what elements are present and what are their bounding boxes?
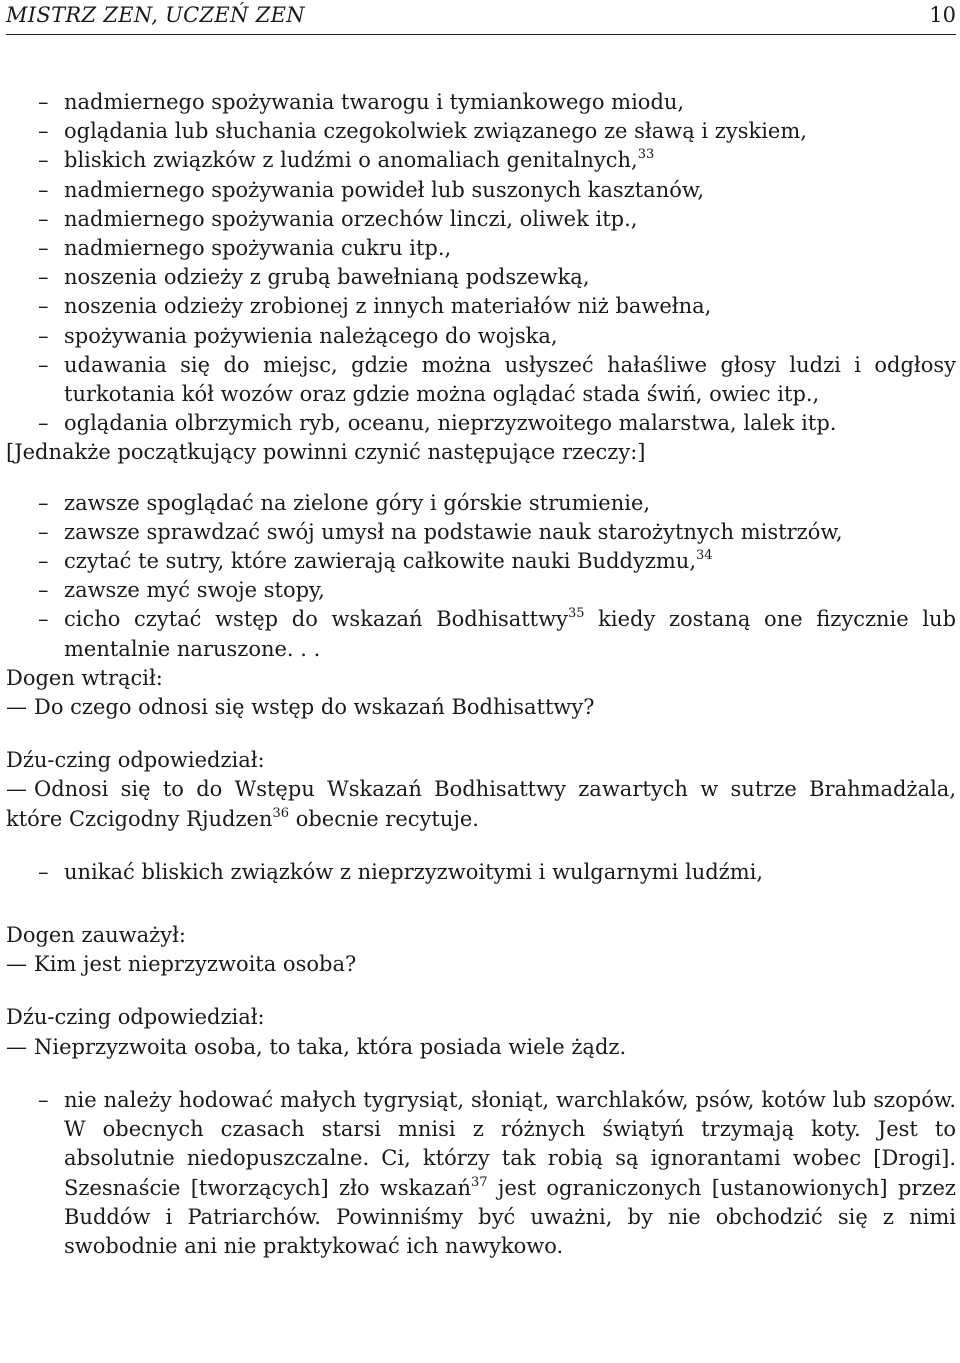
dialog-line: — Odnosi się to do Wstępu Wskazań Bodhisattwy zawartych w sutrze Brahmadżala, które Czcigodny Rjudzen$^{36}$ obecnie recytuje. bbox=[6, 777, 956, 831]
dash-bullet: – bbox=[38, 265, 49, 290]
dash-bullet: – bbox=[38, 323, 49, 348]
dash-bullet: – bbox=[38, 148, 49, 173]
em-dash: — bbox=[6, 777, 27, 802]
list-item: – zawsze sprawdzać swój umysł na podstawie nauk starożytnych mistrzów, bbox=[6, 518, 956, 547]
list-item: – zawsze myć swoje stopy, bbox=[6, 576, 956, 605]
list-item: – udawania się do miejsc, gdzie można usłyszeć hałaśliwe głosy ludzi i odgłosy turkotania kół wozów oraz gdzie można oglądać stada świń, owiec itp., bbox=[38, 352, 956, 407]
list-item: – noszenia odzieży z grubą bawełnianą podszewką, bbox=[6, 263, 956, 292]
dash-bullet: – bbox=[38, 1087, 49, 1112]
dash-bullet: – bbox=[38, 352, 49, 377]
dash-bullet: – bbox=[38, 177, 49, 202]
list-item: – bliskich związków z ludźmi o anomaliach genitalnych,$^{33}$ bbox=[6, 146, 956, 175]
dialog-line: — Do czego odnosi się wstęp do wskazań Bodhisattwy? bbox=[6, 693, 956, 722]
dash-bullet: – bbox=[38, 411, 49, 436]
speaker-dzu-czing: Dźu-czing odpowiedział: bbox=[6, 1005, 265, 1030]
dash-bullet: – bbox=[38, 490, 49, 515]
dialog-line: — Kim jest nieprzyzwoita osoba? bbox=[6, 950, 956, 979]
dash-bullet: – bbox=[38, 859, 49, 884]
speaker-dogen: Dogen wtrącił: bbox=[6, 665, 163, 690]
em-dash: — bbox=[6, 695, 27, 720]
running-title: MISTRZ ZEN, UCZEŃ ZEN bbox=[6, 3, 305, 27]
avoid-list-continued bbox=[6, 1086, 956, 1261]
dash-bullet: – bbox=[38, 607, 49, 632]
dialog-line: — Nieprzyzwoita osoba, to taka, która posiada wiele żądz. bbox=[6, 1033, 956, 1062]
speaker-dzu-czing: Dźu-czing odpowiedział: bbox=[6, 748, 265, 773]
em-dash: — bbox=[6, 1034, 27, 1059]
list-item: – nadmiernego spożywania orzechów linczi, oliwek itp., bbox=[6, 205, 956, 234]
list-item: – zawsze spoglądać na zielone góry i górskie strumienie, bbox=[6, 489, 956, 518]
em-dash: — bbox=[6, 952, 27, 977]
list-item: – oglądania lub słuchania czegokolwiek związanego ze sławą i zyskiem, bbox=[6, 117, 956, 146]
list-item: – cicho czytać wstęp do wskazań Bodhisattwy$^{35}$ kiedy zostaną one fizycznie lub mentalnie naruszone. . . bbox=[38, 606, 957, 661]
intro-paragraph: [Jednakże początkujący powinni czynić następujące rzeczy:] bbox=[6, 440, 646, 465]
page-body bbox=[6, 88, 956, 1261]
list-item: – nadmiernego spożywania powideł lub suszonych kasztanów, bbox=[6, 176, 956, 205]
dash-bullet: – bbox=[38, 519, 49, 544]
do-list bbox=[6, 489, 956, 664]
list-item: – nie należy hodować małych tygrysiąt, słoniąt, warchlaków, psów, kotów lub szopów. W obecnych czasach starsi mnisi z różnych świątyń trzymają koty. Jest to absolutnie niedopuszczalne. Ci, którzy tak robią są ignorantami wobec [Drogi]. Szesnaście [tworzących] zło wskazań$^{37}$ jest ograniczonych [ustanowionych] przez Buddów i Patriarchów. Powinniśmy być uważni, by nie obchodzić się z nimi swobodnie ani nie praktykować ich nawykowo. bbox=[38, 1087, 956, 1258]
list-item: – oglądania olbrzymich ryb, oceanu, nieprzyzwoitego malarstwa, lalek itp. bbox=[6, 409, 956, 438]
footnote-ref-35: 35 bbox=[567, 606, 585, 622]
footnote-ref-33: 33 bbox=[637, 147, 655, 163]
list-item: – unikać bliskich związków z nieprzyzwoitymi i wulgarnymi ludźmi, bbox=[6, 858, 956, 887]
avoid-list bbox=[6, 88, 956, 438]
list-item: – nadmiernego spożywania cukru itp., bbox=[6, 234, 956, 263]
running-header bbox=[6, 0, 956, 35]
dash-bullet: – bbox=[38, 236, 49, 261]
footnote-ref-34: 34 bbox=[696, 548, 713, 564]
dash-bullet: – bbox=[38, 578, 49, 603]
list-item: – nadmiernego spożywania twarogu i tymiankowego miodu, bbox=[6, 88, 956, 117]
avoid-list-continued bbox=[6, 858, 956, 887]
footnote-ref-36: 36 bbox=[272, 805, 290, 821]
speaker-dogen: Dogen zauważył: bbox=[6, 923, 186, 948]
dash-bullet: – bbox=[38, 549, 49, 574]
footnote-ref-37: 37 bbox=[471, 1174, 488, 1190]
list-item: – czytać te sutry, które zawierają całkowite nauki Buddyzmu,$^{34}$ bbox=[6, 547, 956, 576]
list-item: – spożywania pożywienia należącego do wojska, bbox=[6, 322, 956, 351]
dash-bullet: – bbox=[38, 294, 49, 319]
dash-bullet: – bbox=[38, 119, 49, 144]
dash-bullet: – bbox=[38, 206, 49, 231]
list-item: – noszenia odzieży zrobionej z innych materiałów niż bawełna, bbox=[6, 292, 956, 321]
dash-bullet: – bbox=[38, 90, 49, 114]
page-number: 10 bbox=[929, 3, 956, 27]
